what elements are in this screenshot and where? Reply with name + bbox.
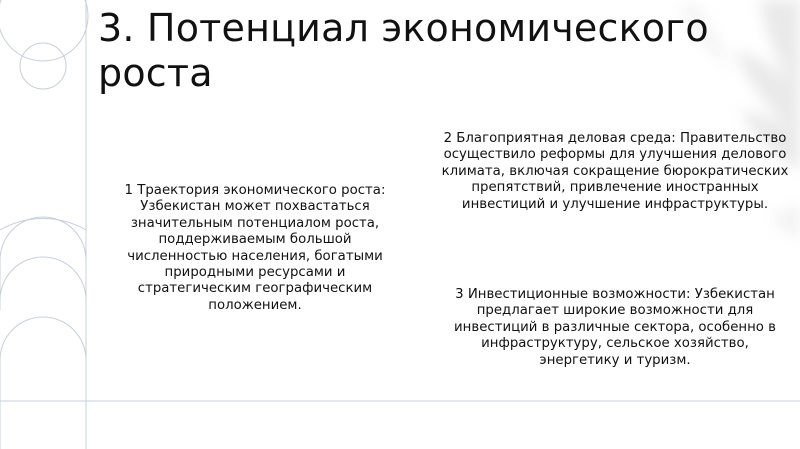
text-block-investment-opportunities: 3 Инвестиционные возможности: Узбекистан предлагает широкие возможности для инвестиций в различные сектора, особенно в инфраструктуру, сельское хозяйство, энергетику и туризм.: [454, 287, 776, 368]
arch-lower: [0, 317, 86, 449]
text-block-growth-trajectory: 1 Траектория экономического роста: Узбекистан может похвастаться значительным потенциалом роста, поддерживаемым большой численностью населения, богатыми природными ресурсами и стратегическим географическим положением.: [124, 183, 386, 313]
slide-title-line-2: роста: [98, 51, 213, 95]
circle-small-top: [20, 43, 66, 89]
arch-mid: [0, 257, 86, 310]
slide-title-line-1: 3. Потенциал экономического: [98, 6, 709, 50]
text-block-business-environment: 2 Благоприятная деловая среда: Правительство осуществило реформы для улучшения делового климата, включая сокращение бюрократических препятствий, привлечение иностранных инвестиций и улучшение инфраструктуры.: [441, 131, 789, 212]
arch-outer: [0, 218, 86, 230]
circle-large-top: [0, 0, 88, 61]
slide-title: [98, 6, 788, 96]
